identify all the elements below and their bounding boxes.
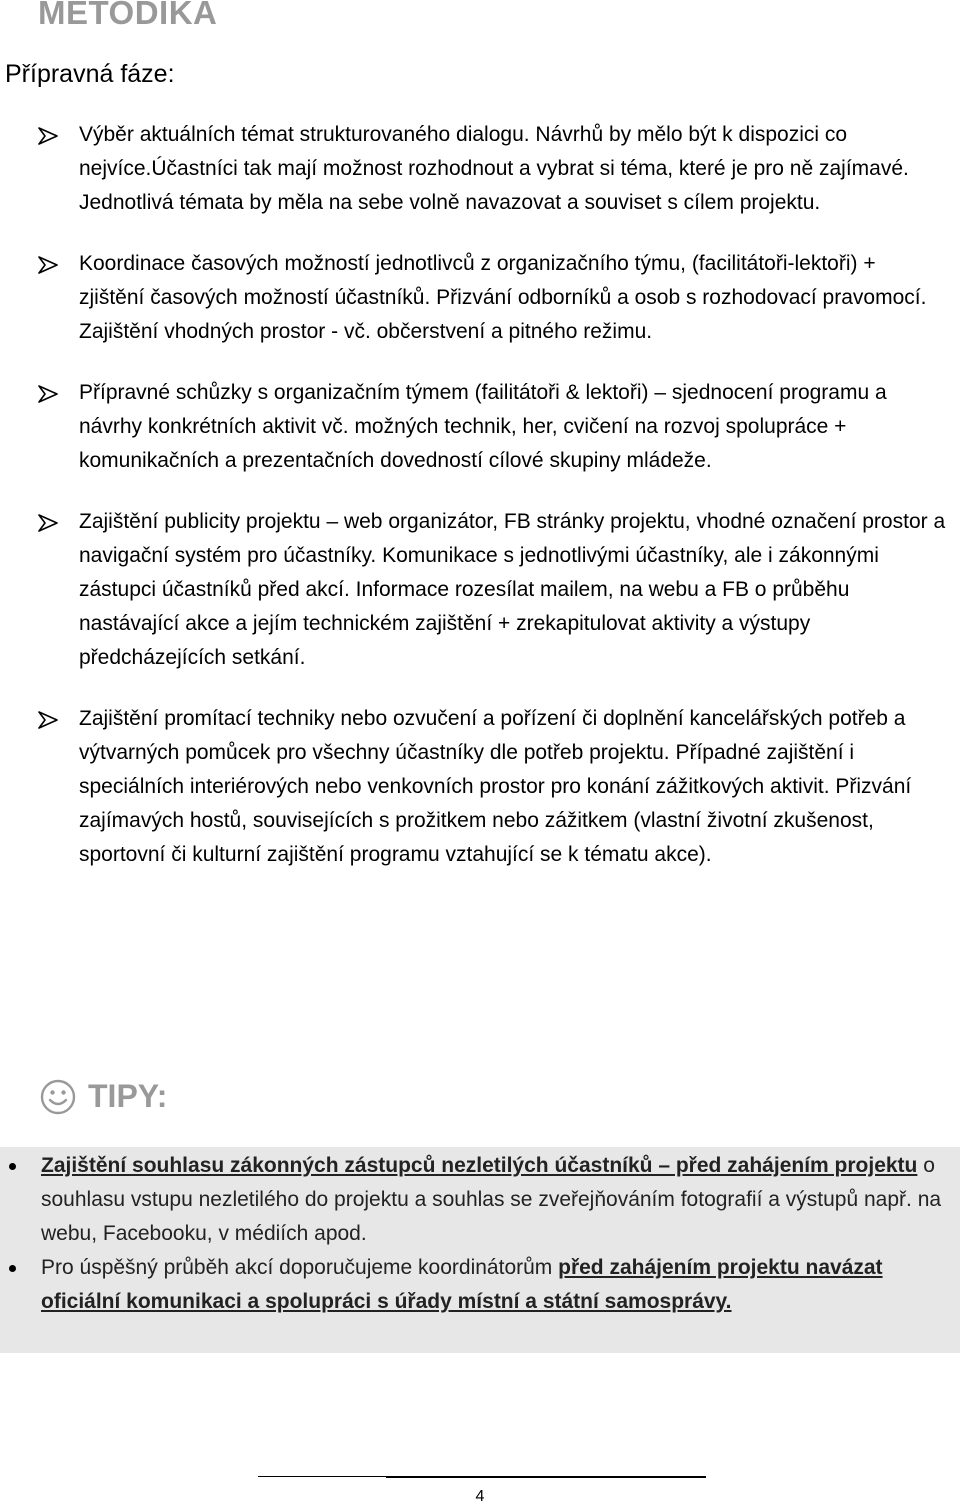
- footer-divider: [386, 1476, 706, 1478]
- arrowhead-bullet-icon: [38, 127, 58, 145]
- page-number: 4: [475, 1488, 485, 1505]
- arrowhead-bullet-icon: [38, 256, 58, 274]
- tip-emphasis: před zahájením projektu navázat oficiální komunikaci a spolupráci s úřady místní a státní samosprávy.: [41, 1256, 883, 1313]
- tips-heading: [40, 1078, 167, 1115]
- arrowhead-bullet-icon: [38, 514, 58, 532]
- tip-item: [0, 1149, 960, 1251]
- bullet-text: Zajištění promítací techniky nebo ozvučení a pořízení či doplnění kancelářských potřeb a výtvarných pomůcek pro všechny účastníky dle potřeb projektu. Případné zajištění i speciálních interiérových nebo venkovních prostor pro konání zážitkových aktivit. Přizvání zajímavých hostů, souvisejících s prožitkem nebo zážitkem (vlastní životní zkušenost, sportovní či kulturní zajištění programu vztahující se k tématu akce).: [79, 707, 912, 866]
- bullet-text: Zajištění publicity projektu – web organizátor, FB stránky projektu, vhodné označení prostor a navigační systém pro účastníky. Komunikace s jednotlivými účastníky, ale i zákonnými zástupci účastníků před akcí. Informace rozesílat mailem, na webu a FB o průběhu nastávající akce a jejím technickém zajištění + zrekapitulovat aktivity a výstupy předcházejících setkání.: [79, 510, 946, 669]
- section-subtitle: Přípravná fáze:: [5, 60, 175, 88]
- bullet-item: [0, 247, 960, 349]
- bullet-item: [0, 376, 960, 478]
- bullet-item: [0, 505, 960, 675]
- bullet-item: [0, 702, 960, 872]
- tip-item: [0, 1251, 960, 1319]
- tips-box: [0, 1147, 960, 1353]
- tip-text: Pro úspěšný průběh akcí doporučujeme koordinátorům: [41, 1256, 559, 1279]
- smiley-icon: [40, 1079, 76, 1115]
- bullet-dot-icon: [9, 1265, 16, 1272]
- arrowhead-bullet-icon: [38, 385, 58, 403]
- footer-divider: [258, 1476, 386, 1477]
- bullet-text: Výběr aktuálních témat strukturovaného dialogu. Návrhů by mělo být k dispozici co nejvíce.Účastníci tak mají možnost rozhodnout a vybrat si téma, které je pro ně zajímavé. Jednotlivá témata by měla na sebe volně navazovat a souviset s cílem projektu.: [79, 123, 909, 214]
- tip-emphasis: Zajištění souhlasu zákonných zástupců nezletilých účastníků – před zahájením projektu: [41, 1154, 918, 1177]
- bullet-text: Přípravné schůzky s organizačním týmem (failitátoři & lektoři) – sjednocení programu a návrhy konkrétních aktivit vč. možných technik, her, cvičení na rozvoj spolupráce + komunikačních a prezentačních dovedností cílové skupiny mládeže.: [79, 381, 887, 472]
- bullet-list: [0, 118, 960, 899]
- bullet-item: [0, 118, 960, 220]
- arrowhead-bullet-icon: [38, 711, 58, 729]
- bullet-dot-icon: [9, 1163, 16, 1170]
- bullet-text: Koordinace časových možností jednotlivců z organizačního týmu, (facilitátoři-lektoři) + zjištění časových možností účastníků. Přizvání odborníků a osob s rozhodovací pravomocí. Zajištění vhodných prostor - vč. občerstvení a pitného režimu.: [79, 252, 927, 343]
- page-title: METODIKA: [38, 0, 218, 31]
- tips-title: TIPY:: [88, 1078, 168, 1114]
- tip-text: o souhlasu vstupu nezletilého do projektu a souhlas se zveřejňováním fotografií a výstupů např. na webu, Facebooku, v médiích apod.: [41, 1154, 942, 1245]
